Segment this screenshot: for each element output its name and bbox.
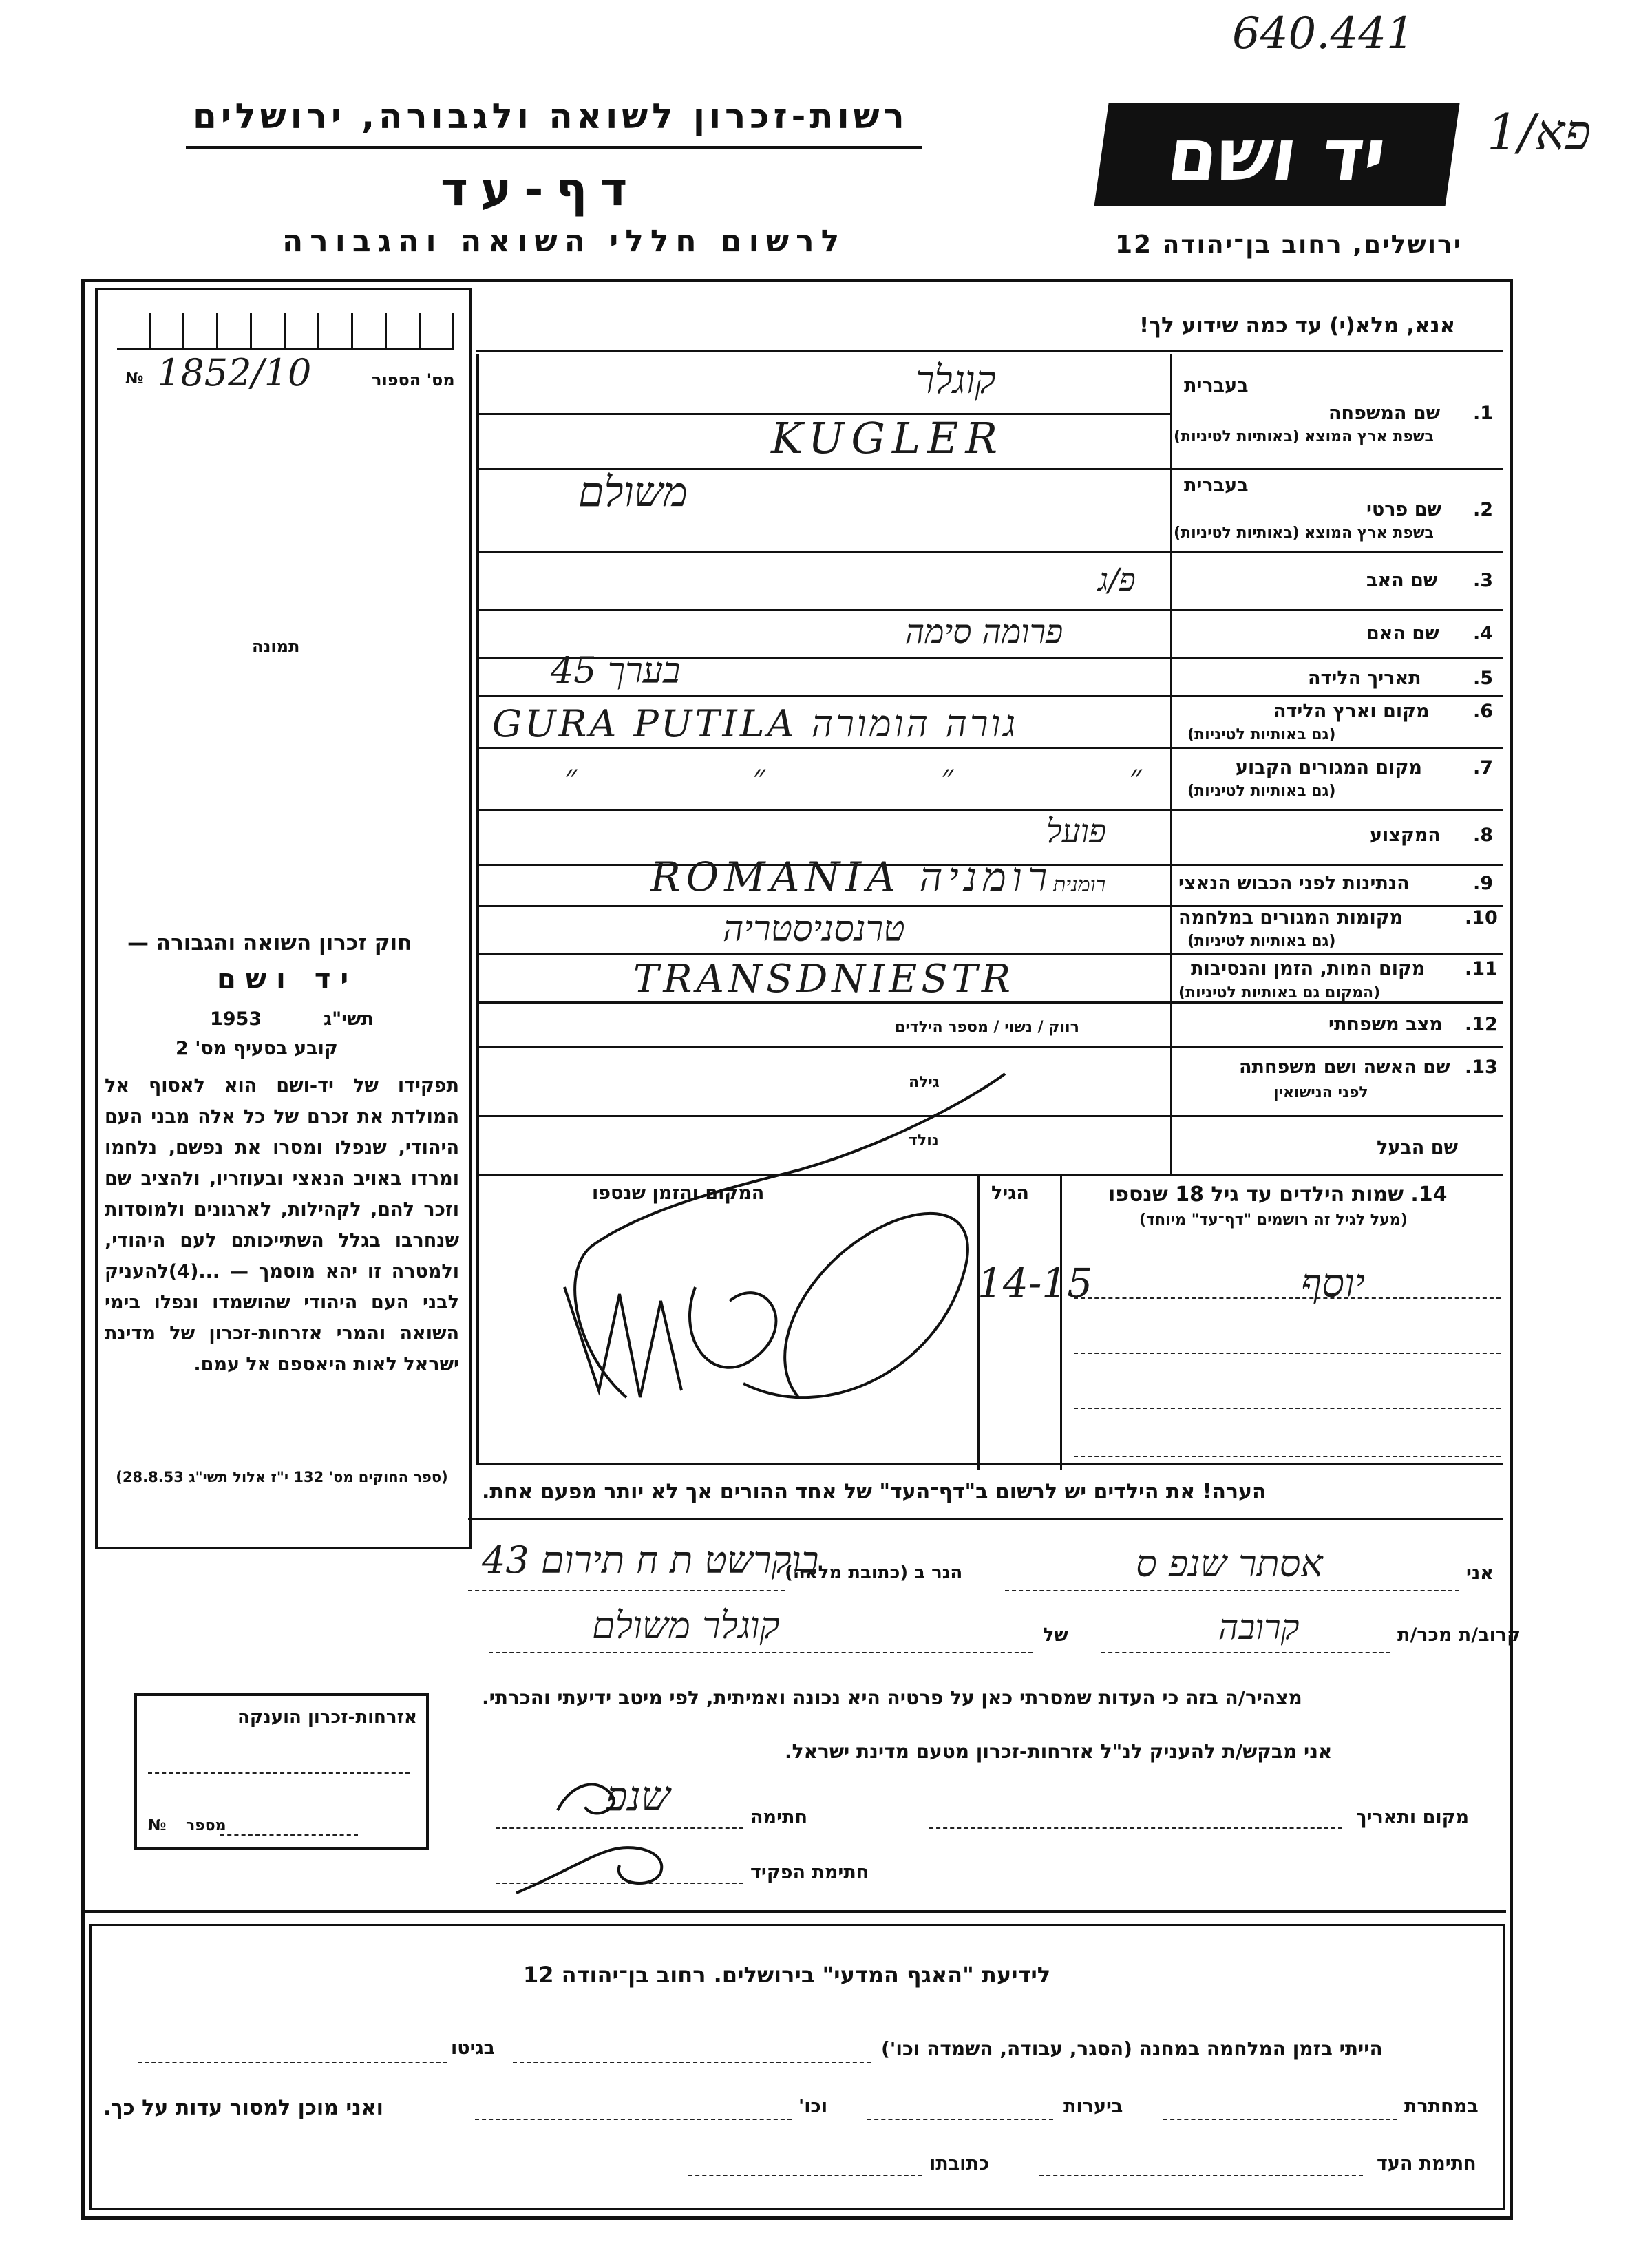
official-signature (509, 1831, 702, 1907)
decl-of-label: של (1043, 1624, 1068, 1646)
logo-text: יד ושם (1162, 113, 1392, 197)
bottom-divider (85, 1910, 1506, 1913)
field-12-value: רווק / נשוי / מספר הילדים (895, 1019, 1079, 1036)
sheet-ticks (117, 313, 454, 350)
photo-label: תמונה (252, 637, 300, 656)
scribble-stroke-3 (690, 1287, 776, 1368)
field-7-value: ״ ״ ״ ״ (564, 757, 1225, 796)
field-6-sub: (גם באותיות לטיניות) (1187, 726, 1336, 743)
field-6-label: מקום וארץ הלידה (1273, 701, 1430, 722)
bottom-line3-mid: כתובתו (929, 2153, 990, 2174)
law-body: תפקידו של יד-ושם הוא לאסוף אל המולדת את זכרם של כל אלה מבני העם היהודי, שנפלו ומסרו את נפשם, נלחמו ומרדו באויב הנאצי ובעוזריו, ולהציב שם וזכר להם, לקהילות, לארגונים ולמוסדות שנחרבו בגלל השתייכותם לעם היהודי, ולמטרה זו יהא מוסמך — ...(4)להעניק לבני העם היהודי שהושמדו ונפלו בימי השואה והמרי אזרחות-זכרון של מדינת ישראל לאות היאספם אל עמם. (105, 1075, 459, 1375)
field-2-label: שם פרטי (1366, 499, 1441, 520)
field-2-sub: בשפת ארץ המוצא (באותיות לטיניות) (1174, 524, 1434, 542)
field-5-value: בערך 45 (551, 650, 681, 692)
field-6-value: GURA PUTILA גורה הומורה (492, 702, 1019, 745)
org-line: רשות-זכרון לשואה ולגבורה, ירושלים (193, 96, 909, 136)
born-label: נולד (909, 1132, 939, 1149)
decl-relative-label: קרוב/ת מכר/ת (1397, 1624, 1521, 1646)
bottom-line3-start: חתימת העד (1377, 2153, 1476, 2174)
law-year-heb: תשי"ג (324, 1008, 374, 1030)
child-1-age: 14-15 (977, 1260, 1093, 1306)
sheet-number-value: 1852/10 (157, 351, 312, 394)
field-1-value: קוגלר (915, 358, 996, 403)
field-7-num: 7. (1473, 757, 1494, 778)
citizenship-title: אזרחות-זכרון הוענקה (237, 1707, 417, 1728)
official-sig-label: חתימת הפקיד (750, 1862, 869, 1883)
yad-vashem-logo (1094, 103, 1459, 206)
bottom-line2-end: ואני מוכן למסור עדות על כך. (103, 2096, 383, 2120)
corner-annotation: פא/1 (1487, 103, 1591, 161)
field-1-label: שם המשפחה (1328, 403, 1441, 424)
field-10-label: מקומות המגורים במלחמה (1178, 907, 1404, 929)
decl-address-label: הגר ב (כתובת מלאה) (785, 1562, 963, 1583)
bottom-line2-mid2: וכו' (798, 2096, 828, 2117)
field-13-label: שם האשה ושם משפחתה (1239, 1057, 1450, 1078)
field-2-value: משולם (578, 468, 688, 516)
child-1-name: יוסף (1301, 1260, 1366, 1306)
decl-of-name: קוגלר משולם (592, 1604, 780, 1647)
field-4-label: שם האם (1366, 623, 1439, 644)
bottom-line1-end: בגיטו (451, 2037, 496, 2059)
page-title: דף-עד (441, 162, 640, 217)
bottom-line2-mid: ביערות (1063, 2096, 1123, 2117)
bottom-title: לידיעת "האגף המדעי" בירושלים. רחוב בן־יהודה 12 (523, 1962, 1051, 1988)
decl-sig-stroke (558, 1785, 614, 1814)
scribble-stroke-4 (743, 1214, 968, 1397)
field-3-value: פ/ג (1098, 561, 1136, 598)
decl-request: אני מבקש/ת להעניק לנ"ל אזרחות-זכרון מטעם מדינת ישראל. (785, 1740, 1333, 1763)
field-8-value: פועל (1046, 812, 1107, 851)
field-4-value: פרומה סימה (905, 613, 1063, 651)
field-1-heb-sub: בעברית (1184, 375, 1249, 396)
form-note: הערה! את הילדים יש לרשום ב"דף־העד" של אחד ההורים אך לא יותר מפעם אחת. (482, 1480, 1267, 1504)
decl-place-date-label: מקום ותאריך (1356, 1807, 1470, 1828)
sheet-number-label: מס' הספור (372, 370, 455, 390)
field-13-sub: לפני הנישואין (1273, 1084, 1368, 1101)
field-1-value-latin: KUGLER (771, 413, 1004, 463)
official-sig-stroke (516, 1847, 661, 1893)
intro-divider (476, 350, 1503, 352)
page-subtitle: לרשום חללי השואה והגבורה (282, 224, 847, 259)
field-9-num: 9. (1473, 873, 1494, 894)
children-col-divider-1 (1060, 1174, 1062, 1470)
field-11-num: 11. (1465, 958, 1498, 979)
decl-signature-scrawl (551, 1769, 688, 1831)
scribble-stroke-1 (575, 1074, 1005, 1397)
note-top-line (476, 1463, 1503, 1465)
sheet-number-prefix: № (125, 370, 144, 388)
decl-i-label: אני (1466, 1562, 1494, 1584)
field-6-num: 6. (1473, 701, 1494, 722)
field-10-value: טרנסניסטריה (723, 909, 905, 950)
field-12-num: 12. (1465, 1014, 1498, 1035)
field-7-label: מקום המגורים הקבוע (1236, 757, 1422, 778)
note-bottom-line (468, 1518, 1503, 1520)
field-2-num: 2. (1473, 499, 1494, 520)
field-2-heb-sub: בעברית (1184, 475, 1249, 496)
field-11-value: TRANSDNIESTR (633, 957, 1015, 1001)
field-5-label: תאריך הלידה (1308, 668, 1421, 689)
field-13-value: גילה (909, 1074, 940, 1091)
value-left-border (476, 354, 479, 1463)
children-label: 14. שמות הילדים עד גיל 18 שנספו (1108, 1183, 1448, 1207)
field-5-num: 5. (1473, 668, 1494, 689)
children-col-age: הגיל (991, 1183, 1029, 1204)
field-13-num: 13. (1465, 1057, 1498, 1078)
law-year: 1953 (210, 1008, 262, 1030)
field-10-num: 10. (1465, 907, 1498, 929)
decl-relative: קרובה (1218, 1607, 1300, 1647)
field-11-label: מקום המות, הזמן והנסיבות (1191, 958, 1426, 979)
field-3-label: שם האב (1366, 570, 1438, 591)
citizenship-number-label: מספר (186, 1817, 226, 1834)
citizenship-number-prefix: № (148, 1817, 167, 1834)
archive-number: 640.441 (1232, 8, 1415, 59)
decl-statement: מצהיר/ה בזה כי העדות שמסרתי כאן על פרטיה היא נכונה ואמיתית, לפי מיטב ידיעתי והכרתי. (482, 1686, 1302, 1709)
header-underline (186, 146, 922, 149)
bottom-line1: הייתי בזמן המלחמה במחנה (הסגר, עבודה, השמדה וכו') (881, 2037, 1383, 2060)
field-9-pre: רומנית (1053, 873, 1106, 897)
bottom-line2-start: במחתרת (1404, 2096, 1479, 2117)
field-8-num: 8. (1473, 825, 1494, 846)
scribble-stroke-2 (564, 1287, 681, 1397)
field-3-num: 3. (1473, 570, 1494, 591)
field-9-label: הנתינות לפני הכבוש הנאצי (1178, 873, 1410, 894)
husband-label: שם הבעל (1377, 1137, 1459, 1158)
field-8-label: המקצוע (1370, 825, 1441, 846)
law-title: חוק זכרון השואה והגבורה — (127, 931, 412, 955)
decl-address: בוקרשט ת ח תירום 43 (482, 1538, 819, 1582)
field-11-sub: (המקום גם באותיות לטיניות) (1178, 984, 1381, 1001)
header-address: ירושלים, רחוב בן־יהודה 12 (1115, 231, 1463, 259)
decl-signature-mark: שנפ (606, 1772, 670, 1821)
field-12-label: מצב משפחתי (1328, 1014, 1443, 1035)
field-1-num: 1. (1473, 403, 1494, 424)
field-7-sub: (גם באותיות לטיניות) (1187, 783, 1336, 800)
law-section: קובע בסעיף מס' 2 (176, 1038, 338, 1059)
field-9-value: ROMANIA רומניה (650, 854, 1053, 900)
field-1-sub: בשפת ארץ המוצא (באותיות לטיניות) (1174, 428, 1434, 445)
law-source: (ספר החוקים מס' 132 י"ז אלול תשי"ג 28.8.53) (116, 1469, 448, 1485)
decl-signature-label: חתימה (750, 1807, 808, 1828)
form-intro: אנא, מלא(י) עד כמה שידוע לך! (1139, 313, 1456, 338)
children-sub: (מעל לגיל זה רושמים "דף־עד" מיוחד) (1139, 1211, 1408, 1229)
scribble-signature (537, 1067, 1033, 1452)
field-10-sub: (גם באותיות לטיניות) (1187, 933, 1336, 950)
law-name: יד ושם (217, 964, 359, 995)
decl-name: אסתר שנפ ס (1136, 1542, 1323, 1585)
children-col-place: המקום והזמן שנספו (592, 1183, 765, 1204)
field-4-num: 4. (1473, 623, 1494, 644)
